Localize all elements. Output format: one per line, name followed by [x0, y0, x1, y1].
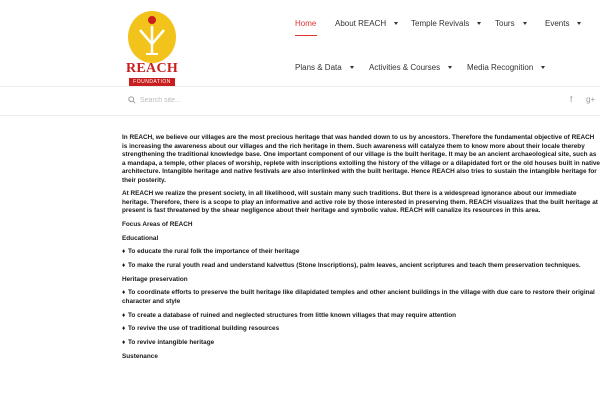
bullet-icon: ♦	[122, 325, 126, 333]
reach-foundation-logo[interactable]	[126, 10, 178, 86]
sustenance-heading: Sustenance	[122, 352, 158, 360]
chevron-down-icon	[394, 22, 398, 25]
chevron-down-icon	[448, 66, 452, 69]
nav-events-label: Events	[545, 19, 570, 28]
nav-events[interactable]	[545, 19, 581, 28]
facebook-icon[interactable]: f	[570, 95, 573, 104]
header-divider	[0, 86, 600, 87]
list-item-text: To coordinate efforts to preserve the built heritage like dilapidated temples and other ancient buildings in the village with due care to restore their original character and style	[122, 289, 595, 305]
nav-temple-revivals[interactable]	[411, 19, 481, 28]
list-item-text: To revive the use of traditional building resources	[128, 325, 280, 333]
list-item	[122, 339, 600, 348]
focus-areas-heading: Focus Areas of REACH	[122, 220, 193, 228]
chevron-down-icon	[350, 66, 354, 69]
nav-plans-data-label: Plans & Data	[295, 63, 342, 72]
nav-home[interactable]	[295, 19, 316, 28]
list-item	[122, 325, 600, 334]
list-item	[122, 289, 600, 306]
list-item	[122, 262, 600, 271]
bullet-icon: ♦	[122, 261, 126, 269]
nav-tours-label: Tours	[495, 19, 515, 28]
sun-emblem-icon	[126, 10, 178, 64]
search-icon[interactable]	[128, 96, 136, 104]
logo-text: REACH	[126, 61, 179, 76]
bullet-icon: ♦	[122, 338, 126, 346]
intro-paragraph: In REACH, we believe our villages are the most precious heritage that was handed down to us by ancestors. Therefore the fundamental objective of REACH is increasing the awareness about our villages and the rich heritage in them. Such awareness will catalyze them to know more about their locale thereby strengthening the traditional knowledge base. One important component of our village is the built heritage. It may be an ancient archaeological site, such as a mandapa, a temple, other places of worship, replete with inscriptions extolling the history of the village or a dilapidated fort or the old houses built in native architecture. Intangible heritage and native festivals are also interlinked with the built heritage. Hence REACH also tries to sustain the intangible heritage for their posterity.	[122, 134, 600, 184]
logo-subtext: FOUNDATION	[129, 78, 175, 86]
nav-media-recognition[interactable]	[467, 63, 545, 72]
googleplus-icon[interactable]: g+	[586, 95, 596, 104]
chevron-down-icon	[523, 22, 527, 25]
educational-heading: Educational	[122, 234, 159, 242]
nav-activities-courses-label: Activities & Courses	[369, 63, 441, 72]
list-item-text: To educate the rural folk the importance of their heritage	[128, 248, 300, 256]
nav-about-reach-label: About REACH	[335, 19, 387, 28]
search-input[interactable]	[140, 94, 340, 106]
active-nav-indicator	[295, 35, 317, 36]
chevron-down-icon	[541, 66, 545, 69]
nav-plans-data[interactable]	[295, 63, 354, 72]
nav-home-label: Home	[295, 19, 317, 28]
list-item	[122, 312, 600, 321]
list-item-text: To create a database of ruined and neglected structures from little known villages that may require attention	[128, 311, 457, 319]
list-item	[122, 248, 600, 257]
heritage-heading: Heritage preservation	[122, 275, 188, 283]
main-content	[122, 134, 600, 366]
second-paragraph: At REACH we realize the present society, in all likelihood, will sustain many such traditions. But there is a widespread ignorance about our immediate heritage. Therefore, there is a scope to play an informative and active role by those interested in preserving them. REACH visualizes that the built heritage at present is fast threatened by the shear negligence about their heritage and symbolic value. REACH will canalize its resources in this area.	[122, 190, 598, 215]
nav-about-reach[interactable]	[335, 19, 398, 28]
nav-media-recognition-label: Media Recognition	[467, 63, 534, 72]
bullet-icon: ♦	[122, 289, 126, 297]
nav-temple-revivals-label: Temple Revivals	[411, 19, 470, 28]
list-item-text: To revive intangible heritage	[128, 338, 215, 346]
nav-tours[interactable]	[495, 19, 527, 28]
search-divider	[0, 115, 600, 116]
bullet-icon: ♦	[122, 248, 126, 256]
list-item-text: To make the rural youth read and understand kalvettus (Stone Inscriptions), palm leaves, ancient scriptures and teach them preservation techniques.	[128, 261, 581, 269]
nav-activities-courses[interactable]	[369, 63, 452, 72]
chevron-down-icon	[577, 22, 581, 25]
chevron-down-icon	[477, 22, 481, 25]
bullet-icon: ♦	[122, 311, 126, 319]
